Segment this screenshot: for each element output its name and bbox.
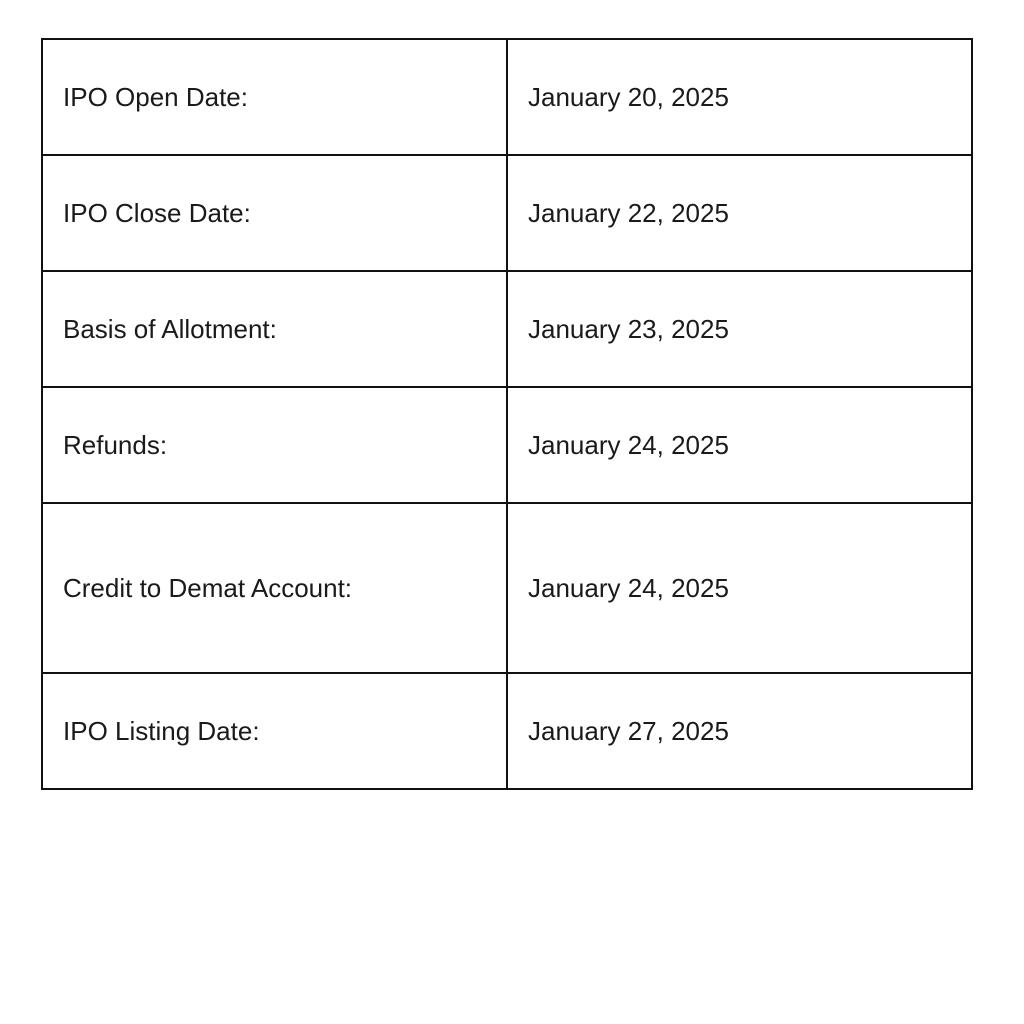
table-row [42,155,972,271]
table-row [42,39,972,155]
row-value-basis-of-allotment: January 23, 2025 [507,271,972,387]
row-value-refunds: January 24, 2025 [507,387,972,503]
table-row [42,503,972,673]
row-label-basis-of-allotment: Basis of Allotment: [42,271,507,387]
row-value-credit-to-demat: January 24, 2025 [507,503,972,673]
row-label-credit-to-demat: Credit to Demat Account: [42,503,507,673]
table-row [42,387,972,503]
row-label-listing-date: IPO Listing Date: [42,673,507,789]
table-row [42,271,972,387]
row-value-listing-date: January 27, 2025 [507,673,972,789]
row-label-refunds: Refunds: [42,387,507,503]
row-label-close-date: IPO Close Date: [42,155,507,271]
row-label-open-date: IPO Open Date: [42,39,507,155]
table-row [42,673,972,789]
ipo-timeline-table [41,38,973,790]
row-value-close-date: January 22, 2025 [507,155,972,271]
row-value-open-date: January 20, 2025 [507,39,972,155]
